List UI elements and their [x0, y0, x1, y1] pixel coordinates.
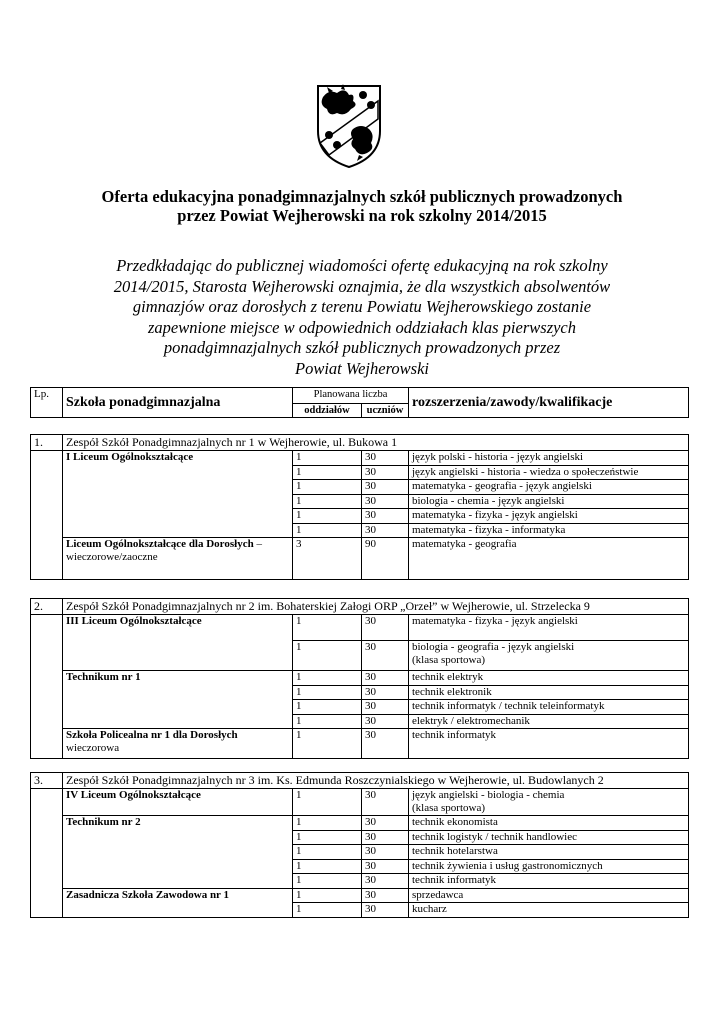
school-name [63, 729, 293, 759]
table-header [30, 387, 689, 418]
students-cell: 30 [362, 888, 409, 903]
profile-cell: technik żywienia i usług gastronomicznych [409, 859, 689, 874]
divisions-cell: 1 [293, 714, 362, 729]
profile-cell: matematyka - geografia [409, 538, 689, 580]
announcement-line: zapewnione miejsce w odpowiednich oddziałach klas pierwszych [147, 317, 577, 337]
profile-cell: matematyka - fizyka - informatyka [409, 523, 689, 538]
divisions-cell: 1 [293, 465, 362, 480]
profile-cell: matematyka - geografia - język angielski [409, 480, 689, 495]
profile-cell: technik informatyk / technik teleinformatyk [409, 700, 689, 715]
section-title: Zespół Szkół Ponadgimnazjalnych nr 3 im. Ks. Edmunda Roszczynialskiego w Wejherowie, ul. Budowlanych 2 [63, 773, 689, 789]
section-number: 3. [31, 773, 63, 789]
school-name: Technikum nr 2 [63, 816, 293, 889]
profile-cell: technik hotelarstwa [409, 845, 689, 860]
profile-text: biologia - geografia - język angielski [412, 641, 575, 653]
announcement-line: Przedkładając do publicznej wiadomości ofertę edukacyjną na rok szkolny [116, 256, 608, 275]
announcement-line: 2014/2015, Starosta Wejherowski oznajmia, że dla wszystkich absolwentów [113, 276, 611, 296]
divisions-cell: 1 [293, 729, 362, 759]
school-mode: wieczorowe/zaoczne [66, 551, 158, 563]
students-cell: 30 [362, 523, 409, 538]
coat-of-arms-icon [315, 83, 383, 169]
school-name: III Liceum Ogólnokształcące [63, 615, 293, 671]
profile-cell: technik logistyk / technik handlowiec [409, 830, 689, 845]
profile-cell: sprzedawca [409, 888, 689, 903]
document-title-line-2: przez Powiat Wejherowski na rok szkolny 2014/2015 [177, 206, 547, 225]
students-cell: 30 [362, 874, 409, 889]
students-cell: 30 [362, 903, 409, 918]
school-name: IV Liceum Ogólnokształcące [63, 789, 293, 816]
profile-cell: matematyka - fizyka - język angielski [409, 509, 689, 524]
document-title-line-1: Oferta edukacyjna ponadgimnazjalnych szkół publicznych prowadzonych [101, 187, 623, 206]
profile-cell: język polski - historia - język angielski [409, 451, 689, 466]
school-name-bold: Szkoła Policealna nr 1 dla Dorosłych [66, 729, 238, 741]
students-cell: 30 [362, 789, 409, 816]
section-number-spacer [31, 789, 63, 918]
section-number: 1. [31, 435, 63, 451]
divisions-cell: 1 [293, 523, 362, 538]
divisions-cell: 1 [293, 845, 362, 860]
students-cell: 30 [362, 494, 409, 509]
school-mode: wieczorowa [66, 742, 120, 754]
divisions-cell: 1 [293, 888, 362, 903]
profile-cell: technik informatyk [409, 874, 689, 889]
section-2-table [30, 598, 689, 759]
divisions-cell: 1 [293, 615, 362, 641]
students-cell: 30 [362, 641, 409, 671]
school-name: I Liceum Ogólnokształcące [63, 451, 293, 538]
divisions-cell: 1 [293, 451, 362, 466]
section-3-table [30, 772, 689, 918]
header-lp: Lp. [31, 388, 63, 418]
profile-note: (klasa sportowa) [412, 654, 486, 666]
students-cell: 30 [362, 830, 409, 845]
profile-cell: technik elektronik [409, 685, 689, 700]
students-cell: 30 [362, 671, 409, 686]
students-cell: 30 [362, 845, 409, 860]
header-extensions: rozszerzenia/zawody/kwalifikacje [409, 388, 689, 418]
divisions-cell: 1 [293, 874, 362, 889]
divisions-cell: 1 [293, 494, 362, 509]
school-name-bold: Liceum Ogólnokształcące dla Dorosłych [66, 538, 254, 550]
divisions-cell: 1 [293, 509, 362, 524]
section-number-spacer [31, 615, 63, 759]
section-number: 2. [31, 599, 63, 615]
profile-cell [409, 789, 689, 816]
announcement-text [60, 256, 664, 379]
students-cell: 30 [362, 714, 409, 729]
students-cell: 30 [362, 451, 409, 466]
divisions-cell: 1 [293, 903, 362, 918]
students-cell: 30 [362, 685, 409, 700]
announcement-line: ponadgimnazjalnych szkół publicznych prowadzonych przez [163, 338, 561, 357]
section-title: Zespół Szkół Ponadgimnazjalnych nr 2 im. Bohaterskiej Załogi ORP „Orzeł” w Wejherowie, ul. Strzelecka 9 [63, 599, 689, 615]
school-name: Technikum nr 1 [63, 671, 293, 729]
profile-cell: matematyka - fizyka - język angielski [409, 615, 689, 641]
profile-cell: technik ekonomista [409, 816, 689, 831]
divisions-cell: 1 [293, 789, 362, 816]
students-cell: 30 [362, 480, 409, 495]
profile-cell: technik informatyk [409, 729, 689, 759]
school-name [63, 538, 293, 580]
divisions-cell: 1 [293, 480, 362, 495]
section-title: Zespół Szkół Ponadgimnazjalnych nr 1 w Wejherowie, ul. Bukowa 1 [63, 435, 689, 451]
header-school: Szkoła ponadgimnazjalna [63, 388, 293, 418]
divisions-cell: 3 [293, 538, 362, 580]
announcement-line: Powiat Wejherowski [295, 358, 429, 378]
students-cell: 90 [362, 538, 409, 580]
divisions-cell: 1 [293, 671, 362, 686]
students-cell: 30 [362, 859, 409, 874]
profile-cell: technik elektryk [409, 671, 689, 686]
students-cell: 30 [362, 615, 409, 641]
students-cell: 30 [362, 509, 409, 524]
students-cell: 30 [362, 465, 409, 480]
section-number-spacer [31, 451, 63, 580]
divisions-cell: 1 [293, 641, 362, 671]
profile-cell: biologia - chemia - język angielski [409, 494, 689, 509]
profile-cell: elektryk / elektromechanik [409, 714, 689, 729]
divisions-cell: 1 [293, 700, 362, 715]
section-1-table [30, 434, 689, 580]
header-students: uczniów [362, 404, 409, 418]
school-mode-dash: – [256, 538, 262, 550]
header-divisions: oddziałów [293, 404, 362, 418]
profile-note: (klasa sportowa) [412, 802, 486, 814]
school-name: Zasadnicza Szkoła Zawodowa nr 1 [63, 888, 293, 917]
divisions-cell: 1 [293, 859, 362, 874]
profile-cell: kucharz [409, 903, 689, 918]
students-cell: 30 [362, 729, 409, 759]
divisions-cell: 1 [293, 685, 362, 700]
divisions-cell: 1 [293, 830, 362, 845]
announcement-line: gimnazjów oraz dorosłych z terenu Powiatu Wejherowskiego zostanie [132, 297, 592, 316]
students-cell: 30 [362, 816, 409, 831]
divisions-cell: 1 [293, 816, 362, 831]
students-cell: 30 [362, 700, 409, 715]
profile-text: język angielski - biologia - chemia [412, 789, 565, 801]
profile-cell [409, 641, 689, 671]
header-planned: Planowana liczba [293, 388, 409, 404]
profile-cell: język angielski - historia - wiedza o społeczeństwie [409, 465, 689, 480]
